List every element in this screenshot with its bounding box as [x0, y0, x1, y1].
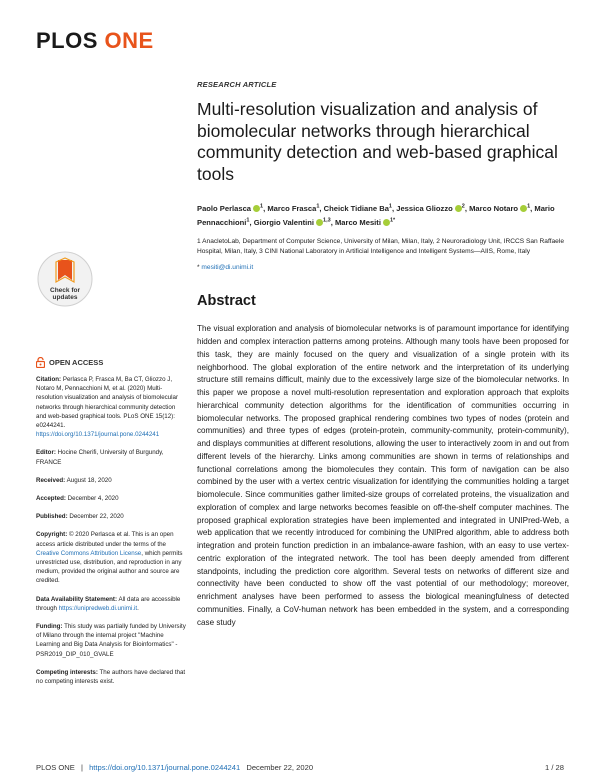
badge-line1: Check for: [50, 287, 80, 294]
editor-label: Editor:: [36, 449, 56, 457]
data-availability-label: Data Availability Statement:: [36, 595, 118, 603]
logo-plos: PLOS: [36, 28, 98, 53]
copyright-text: © 2020 Perlasca et al. This is an open access article distributed under the terms of the: [36, 531, 174, 548]
editor-block: [36, 448, 186, 466]
received-label: Received:: [36, 476, 66, 484]
journal-logo[interactable]: [36, 28, 154, 54]
competing-label: Competing interests:: [36, 668, 98, 676]
author[interactable]: Marco Notaro $^1$,: [469, 203, 533, 213]
open-lock-icon: [36, 357, 45, 368]
accepted-block: [36, 494, 186, 503]
email-marker: *: [197, 264, 200, 272]
data-availability-end: .: [137, 604, 139, 612]
email-link[interactable]: mesiti@di.unimi.it: [201, 264, 254, 272]
copyright-label: Copyright:: [36, 531, 68, 539]
funding-text: This study was partially funded by University of Milano through the internal project "Machine Learning and Big Data Analysis for Bioinformatics" - PSR2019_DIP_010_GVALE: [36, 623, 186, 658]
citation-label: Citation:: [36, 376, 62, 383]
footer-journal: PLOS ONE: [36, 763, 75, 772]
footer-doi-link[interactable]: https://doi.org/10.1371/journal.pone.0244241: [89, 763, 241, 772]
competing-text: The authors have declared that no competing interests exist.: [36, 668, 186, 686]
published-label: Published:: [36, 513, 68, 521]
badge-line2: updates: [52, 294, 78, 301]
abstract-heading: Abstract: [197, 293, 256, 310]
competing-interests-block: [36, 668, 186, 686]
author[interactable]: Paolo Perlasca $^1$,: [197, 203, 266, 213]
published-date: December 22, 2020: [69, 513, 124, 521]
author[interactable]: Marco Mesiti $^{1*}$: [334, 217, 396, 228]
footer-date: December 22, 2020: [246, 763, 314, 772]
logo-one: ONE: [104, 28, 154, 53]
orcid-icon[interactable]: [316, 219, 323, 226]
article-info-sidebar: [36, 357, 186, 695]
orcid-icon[interactable]: [383, 219, 390, 226]
editor-text: Hocine Cherifi, University of Burgundy, FRANCE: [36, 449, 164, 466]
article-type: RESEARCH ARTICLE: [197, 80, 277, 89]
orcid-icon[interactable]: [520, 205, 527, 212]
article-title: Multi-resolution visualization and analysis of biomolecular networks through hierarchical community detection and web-based graphical tools: [197, 99, 558, 184]
check-for-updates-badge[interactable]: [36, 250, 94, 308]
citation-doi-link[interactable]: https://doi.org/10.1371/journal.pone.0244241: [36, 431, 160, 439]
citation-block: [36, 375, 186, 439]
author[interactable]: Cheick Tidiane Ba$^1$,: [323, 203, 395, 213]
affiliations: 1 AnacletoLab, Department of Computer Science, University of Milan, Milan, Italy, 2 Neuroradiology Unit, IRCCS San Raffaele Hospital, Milan, Italy, 3 CINI National Laboratory in Artificial Intelligence and Intelligent Systems—AIIS, Rome, Italy: [197, 238, 564, 255]
author[interactable]: Marco Frasca$^1$,: [267, 203, 322, 213]
published-block: [36, 512, 186, 521]
received-date: August 18, 2020: [66, 476, 112, 484]
corresponding-email: [197, 264, 569, 271]
footer-separator: |: [80, 763, 83, 772]
author[interactable]: Jessica Gliozzo $^2$,: [396, 203, 467, 213]
copyright-block: [36, 530, 186, 585]
citation-text: Perlasca P, Frasca M, Ba CT, Gliozzo J, Notaro M, Pennacchioni M, et al. (2020) Multi-resolution visualization and analysis of biomolecular networks through hierarchical community detection and web-based graphical tools. PLoS ONE 15(12): e0244241.: [36, 376, 179, 430]
accepted-date: December 4, 2020: [67, 495, 119, 503]
funding-label: Funding:: [36, 623, 63, 631]
copyright-text-end: , which permits unrestricted use, distribution, and reproduction in any medium, provided the original author and source are credited.: [36, 549, 183, 585]
check-updates-icon: [36, 250, 94, 308]
data-availability-text: All data are accessible through: [36, 595, 181, 612]
abstract-text: The visual exploration and analysis of biomolecular networks is of paramount importance for identifying hidden and complex interaction patterns among proteins. Although many tools have been proposed for this task, they are mainly focused on the query and visualization of a single protein with its neighborhood. The global exploration of the entire network and the interpretation of its underlying structure still remains difficult, mainly due to the excessively large size of the biomolecular networks. In this paper we propose a novel multi-resolution representation and exploration approach that exploits hierarchical community detection algorithms for the identification of communities occurring in biomolecular networks. The proposed graphical rendering combines two types of nodes (protein and communities) and three types of edges (protein-protein, community-community, protein-community), and displays communities at different resolutions, allowing the user to interactively zoom in and out from different levels of the hierarchy. Links among communities are shown in terms of relationships and functional correlations among the biomolecules they contain. This form of navigation can be also combined by the user with a vertex centric visualization for identifying the communities holding a target biomolecule. Since communities gather limited-size groups of correlated proteins, the visualization and exploration of complex and large networks becomes feasible on off-the-shelf computer machines. The proposed graphical exploration strategies have been implemented and integrated in UNIPred-Web, a web application that we recently introduced for combining the UNIPred algorithm, able to address both integration and protein function prediction in an imbalance-aware fashion, with an easy to use vertex-centric exploration of the integrated network. The tool has been deeply amended from different standpoints, including the prediction core algorithm. Several tests on networks of different size and connectivity have been conducted to show off the vast potential of our methodology; moreover, enrichment analyses have been performed to assess the biological meaningfulness of detected communities. Finally, a CoV-human network has been embedded in the system, and a corresponding case study: [197, 324, 569, 627]
open-access-label: [36, 357, 186, 368]
orcid-icon[interactable]: [253, 205, 260, 212]
author[interactable]: Giorgio Valentini $^{1,3}$,: [253, 217, 333, 228]
author[interactable]: Mario Pennacchioni$^1$,: [197, 203, 555, 228]
data-availability-block: [36, 595, 186, 613]
author-list: [197, 200, 569, 229]
article-main: [197, 80, 569, 629]
page-number: 1 / 28: [545, 763, 564, 772]
data-availability-link[interactable]: https://unipredweb.di.unimi.it: [58, 604, 138, 612]
page-footer: [36, 763, 564, 772]
open-access-text: OPEN ACCESS: [49, 357, 104, 367]
received-block: [36, 476, 186, 485]
accepted-label: Accepted:: [36, 495, 66, 503]
footer-left: [36, 763, 317, 772]
funding-block: [36, 622, 186, 659]
license-link[interactable]: Creative Commons Attribution License: [36, 549, 142, 557]
orcid-icon[interactable]: [455, 205, 462, 212]
